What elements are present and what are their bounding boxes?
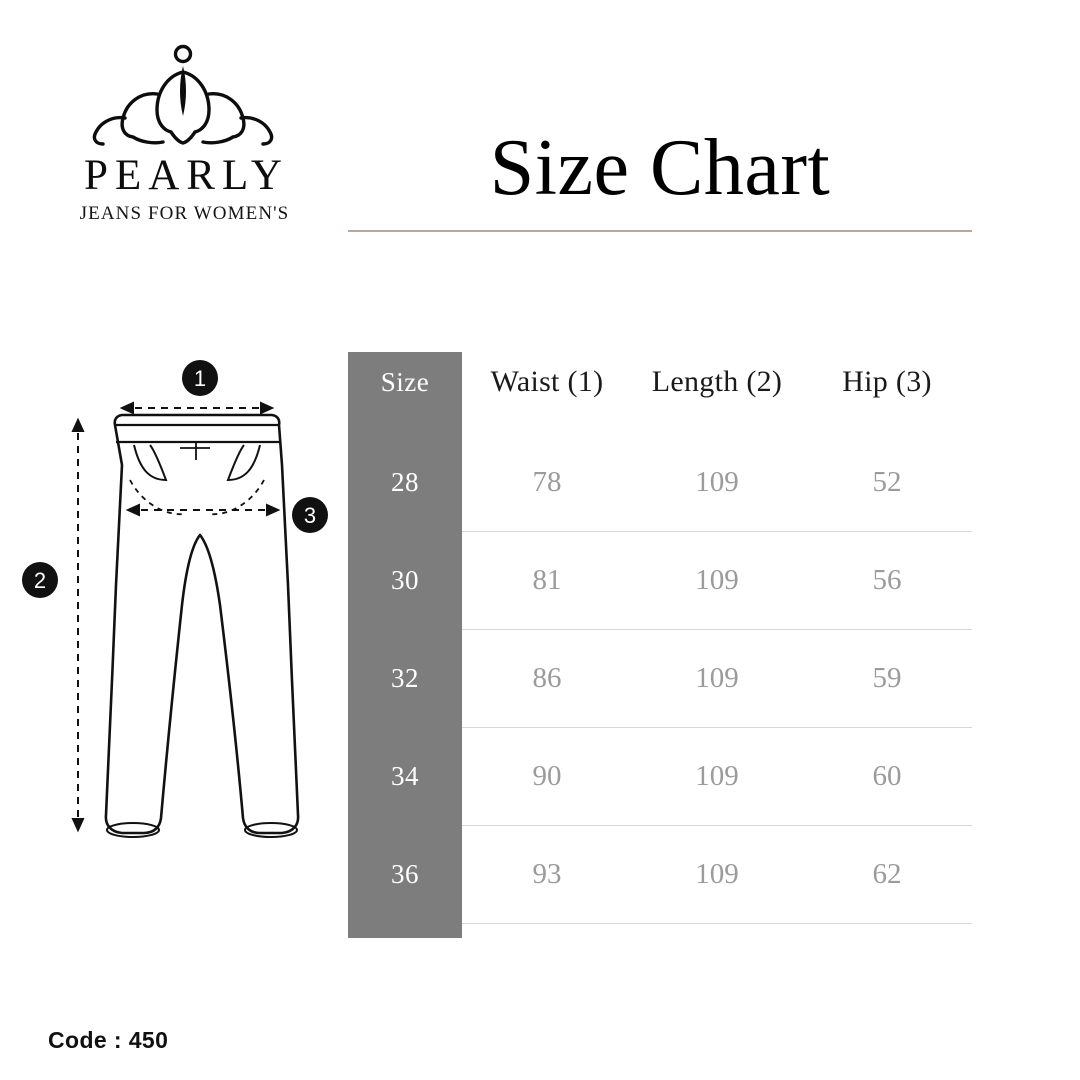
column-header-size: Size — [348, 352, 462, 412]
brand-tagline: JEANS FOR WOMEN'S — [79, 203, 290, 224]
column-header-length: Length (2) — [632, 352, 802, 412]
cell-size: 30 — [348, 532, 462, 630]
cell-length: 109 — [632, 630, 802, 728]
svg-text:3: 3 — [303, 503, 317, 528]
cell-length: 109 — [632, 728, 802, 826]
svg-text:2: 2 — [33, 568, 47, 593]
table-tail-row — [348, 924, 972, 939]
title-divider — [348, 230, 972, 232]
cell-size: 28 — [348, 434, 462, 532]
size-chart-table — [348, 352, 972, 938]
product-code: Code : 450 — [48, 1027, 169, 1053]
table-row — [348, 434, 972, 532]
table-row — [348, 826, 972, 924]
cell-size: 32 — [348, 630, 462, 728]
cell-hip: 62 — [802, 826, 972, 924]
cell-length: 109 — [632, 434, 802, 532]
jeans-diagram — [10, 330, 350, 910]
table-row — [348, 630, 972, 728]
brand-name: PEARLY — [84, 152, 289, 199]
cell-waist: 93 — [462, 826, 632, 924]
column-header-hip: Hip (3) — [802, 352, 972, 412]
cell-hip: 60 — [802, 728, 972, 826]
crown-icon — [48, 42, 318, 152]
cell-waist: 90 — [462, 728, 632, 826]
table-header-row — [348, 352, 972, 412]
cell-waist: 86 — [462, 630, 632, 728]
cell-hip: 52 — [802, 434, 972, 532]
cell-hip: 59 — [802, 630, 972, 728]
svg-text:1: 1 — [193, 366, 207, 391]
table-row — [348, 728, 972, 826]
table-spacer-row — [348, 412, 972, 434]
cell-size: 36 — [348, 826, 462, 924]
cell-waist: 78 — [462, 434, 632, 532]
cell-hip: 56 — [802, 532, 972, 630]
column-header-waist: Waist (1) — [462, 352, 632, 412]
brand-block — [48, 42, 318, 223]
cell-waist: 81 — [462, 532, 632, 630]
cell-length: 109 — [632, 532, 802, 630]
page-title: Size Chart — [489, 124, 831, 212]
cell-size: 34 — [348, 728, 462, 826]
cell-length: 109 — [632, 826, 802, 924]
page-title-block — [348, 124, 972, 232]
table-row — [348, 532, 972, 630]
